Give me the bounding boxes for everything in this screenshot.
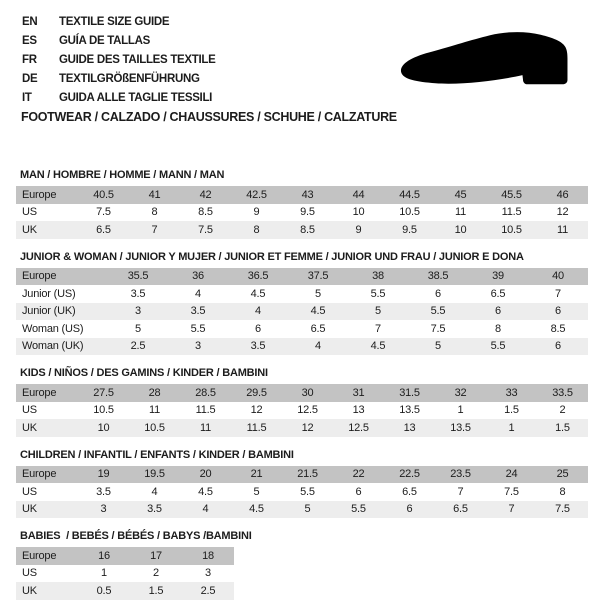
size-cell: 27.5 (78, 384, 129, 402)
size-table-junior-woman (16, 268, 588, 356)
row-label: UK (16, 501, 78, 519)
size-cell: 19.5 (129, 466, 180, 484)
size-cell: 31 (333, 384, 384, 402)
size-cell: 5 (348, 303, 408, 321)
section-title: MAN / HOMBRE / HOMME / MANN / MAN (20, 169, 225, 181)
size-cell: 5 (135, 322, 141, 335)
size-cell: 11 (148, 404, 161, 417)
size-cell: 6 (355, 485, 362, 498)
language-label: TEXTILE SIZE GUIDE (59, 16, 170, 28)
size-cell: 36.5 (228, 268, 288, 286)
language-label: GUIDA ALLE TAGLIE TESSILI (59, 92, 213, 104)
size-cell: 44 (333, 186, 384, 204)
size-cell: 25 (537, 466, 588, 484)
language-code: FR (22, 54, 37, 66)
size-cell: 35.5 (108, 268, 168, 286)
size-cell: 46 (537, 186, 588, 204)
table-row (16, 582, 234, 600)
size-cell: 5.5 (370, 287, 386, 300)
size-table-children (16, 466, 588, 519)
row-label: US (22, 567, 37, 580)
language-code: ES (22, 35, 37, 47)
language-label: GUÍA DE TALLAS (59, 35, 150, 47)
table-row (16, 501, 588, 519)
table-row (16, 402, 588, 420)
size-cell: 1 (486, 419, 537, 437)
row-label: Europe (16, 268, 108, 286)
size-cell: 29.5 (231, 384, 282, 402)
table-row (16, 186, 588, 204)
size-cell: 39 (468, 268, 528, 286)
size-cell: 24 (486, 466, 537, 484)
language-label: GUIDE DES TAILLES TEXTILE (59, 54, 216, 66)
section-title: JUNIOR & WOMAN / JUNIOR Y MUJER / JUNIOR ET FEMME / JUNIOR UND FRAU / JUNIOR E DONA (20, 250, 524, 263)
size-cell: 31.5 (384, 384, 435, 402)
table-row (16, 565, 234, 583)
size-cell: 4.5 (198, 485, 213, 498)
category-heading: FOOTWEAR / CALZADO / CHAUSSURES / SCHUHE / CALZATURE (21, 110, 397, 124)
size-cell: 1 (101, 567, 107, 580)
table-row (16, 419, 588, 437)
size-cell: 5 (408, 338, 468, 356)
size-cell: 33.5 (537, 384, 588, 402)
size-cell: 4 (228, 303, 288, 321)
row-label: Junior (UK) (16, 303, 108, 321)
size-cell: 0.5 (78, 582, 130, 600)
size-cell: 13 (384, 419, 435, 437)
row-label: UK (16, 582, 78, 600)
size-cell: 33 (486, 384, 537, 402)
size-cell: 4 (180, 501, 231, 519)
size-cell: 11 (454, 206, 467, 219)
size-cell: 40 (528, 268, 588, 286)
size-cell: 42 (180, 186, 231, 204)
row-label: US (22, 206, 37, 219)
row-label: Europe (16, 384, 78, 402)
size-cell: 5.5 (408, 303, 468, 321)
section-title: BABIES / BEBÉS / BÉBÉS / BABYS /BAMBINI (20, 530, 252, 542)
size-cell: 28.5 (180, 384, 231, 402)
size-cell: 8 (559, 485, 566, 498)
size-cell: 10.5 (399, 206, 420, 219)
size-cell: 6 (255, 322, 261, 335)
size-cell: 43 (282, 186, 333, 204)
size-cell: 12.5 (333, 419, 384, 437)
section-kids (16, 368, 588, 437)
row-label: Woman (UK) (16, 338, 108, 356)
size-cell: 7 (457, 485, 464, 498)
size-cell: 6.5 (435, 501, 486, 519)
section-title: KIDS / NIÑOS / DES GAMINS / KINDER / BAMBINI (20, 367, 268, 379)
row-label: Woman (US) (22, 322, 84, 335)
size-table-kids (16, 384, 588, 437)
table-row (16, 384, 588, 402)
size-cell: 41 (129, 186, 180, 204)
size-cell: 32 (435, 384, 486, 402)
size-cell: 10.5 (93, 404, 114, 417)
size-cell: 9.5 (384, 221, 435, 239)
size-cell: 8 (151, 206, 158, 219)
size-cell: 4.5 (288, 303, 348, 321)
dress-shoe-icon (399, 30, 569, 89)
size-cell: 7 (129, 221, 180, 239)
language-label: TEXTILGRÖßENFÜHRUNG (59, 73, 200, 85)
language-title-list (22, 13, 216, 108)
language-code: EN (22, 16, 38, 28)
size-cell: 2.5 (108, 338, 168, 356)
table-row (16, 204, 588, 222)
size-cell: 10.5 (486, 221, 537, 239)
size-cell: 8 (231, 221, 282, 239)
row-label: Junior (US) (22, 287, 76, 300)
size-cell: 38 (348, 268, 408, 286)
size-cell: 4.5 (250, 287, 266, 300)
table-row (16, 338, 588, 356)
size-cell: 18 (182, 547, 234, 565)
size-cell: 4.5 (231, 501, 282, 519)
row-label: US (22, 404, 37, 417)
size-cell: 3.5 (129, 501, 180, 519)
size-cell: 12 (250, 404, 263, 417)
size-cell: 5 (253, 485, 260, 498)
row-label: Europe (16, 466, 78, 484)
size-cell: 22 (333, 466, 384, 484)
section-babies (16, 531, 588, 600)
size-cell: 7.5 (504, 485, 519, 498)
size-cell: 6 (384, 501, 435, 519)
size-cell: 2 (153, 567, 159, 580)
size-cell: 7.5 (96, 206, 111, 219)
size-cell: 38.5 (408, 268, 468, 286)
size-cell: 11.5 (231, 419, 282, 437)
size-cell: 3 (168, 338, 228, 356)
section-junior-woman (16, 252, 588, 356)
row-label: UK (16, 221, 78, 239)
row-label: Europe (16, 547, 78, 565)
language-row-de (22, 70, 216, 89)
size-cell: 7 (375, 322, 381, 335)
table-row (16, 320, 588, 338)
size-cell: 13 (352, 404, 365, 417)
size-cell: 21.5 (282, 466, 333, 484)
size-cell: 42.5 (231, 186, 282, 204)
size-cell: 4.5 (348, 338, 408, 356)
size-cell: 9 (333, 221, 384, 239)
table-row (16, 303, 588, 321)
table-row (16, 466, 588, 484)
size-cell: 4 (195, 287, 201, 300)
table-row (16, 483, 588, 501)
section-children (16, 450, 588, 519)
size-cell: 12 (556, 206, 569, 219)
size-cell: 6 (435, 287, 441, 300)
size-cell: 2 (559, 404, 566, 417)
size-cell: 3 (108, 303, 168, 321)
size-cell: 6 (468, 303, 528, 321)
size-cell: 22.5 (384, 466, 435, 484)
size-cell: 7 (555, 287, 561, 300)
size-cell: 9 (253, 206, 260, 219)
size-cell: 28 (129, 384, 180, 402)
size-cell: 3 (78, 501, 129, 519)
size-cell: 12.5 (297, 404, 318, 417)
size-cell: 3.5 (96, 485, 111, 498)
size-cell: 2.5 (182, 582, 234, 600)
size-cell: 17 (130, 547, 182, 565)
size-cell: 1 (457, 404, 464, 417)
size-cell: 3 (205, 567, 211, 580)
row-label: Europe (16, 186, 78, 204)
size-cell: 10 (78, 419, 129, 437)
row-label: US (22, 485, 37, 498)
size-cell: 5.5 (333, 501, 384, 519)
size-cell: 11.5 (195, 404, 216, 417)
section-title: CHILDREN / INFANTIL / ENFANTS / KINDER / BAMBINI (20, 448, 294, 461)
size-cell: 10.5 (129, 419, 180, 437)
size-cell: 3.5 (130, 287, 146, 300)
size-cell: 45.5 (486, 186, 537, 204)
size-cell: 36 (168, 268, 228, 286)
size-cell: 13.5 (399, 404, 420, 417)
size-cell: 40.5 (78, 186, 129, 204)
language-code: IT (22, 92, 32, 104)
size-cell: 3.5 (228, 338, 288, 356)
size-cell: 10 (435, 221, 486, 239)
size-cell: 4 (151, 485, 158, 498)
size-cell: 11 (180, 419, 231, 437)
size-cell: 6.5 (402, 485, 417, 498)
size-cell: 13.5 (435, 419, 486, 437)
size-cell: 37.5 (288, 268, 348, 286)
size-cell: 6.5 (78, 221, 129, 239)
language-code: DE (22, 73, 38, 85)
size-cell: 9.5 (300, 206, 315, 219)
size-cell: 8.5 (550, 322, 566, 335)
size-cell: 7 (486, 501, 537, 519)
size-cell: 19 (78, 466, 129, 484)
size-cell: 8.5 (282, 221, 333, 239)
size-cell: 5.5 (300, 485, 315, 498)
size-cell: 23.5 (435, 466, 486, 484)
size-cell: 5 (282, 501, 333, 519)
section-man (16, 170, 588, 239)
language-row-es (22, 32, 216, 51)
table-row (16, 268, 588, 286)
size-cell: 8 (495, 322, 501, 335)
size-cell: 11 (537, 221, 588, 239)
size-cell: 3.5 (168, 303, 228, 321)
size-cell: 12 (282, 419, 333, 437)
size-cell: 1.5 (504, 404, 519, 417)
size-tables-container (16, 170, 588, 600)
table-row (16, 547, 234, 565)
size-cell: 6 (528, 303, 588, 321)
size-cell: 30 (282, 384, 333, 402)
size-cell: 16 (78, 547, 130, 565)
size-cell: 8.5 (198, 206, 213, 219)
size-cell: 7.5 (430, 322, 446, 335)
size-cell: 20 (180, 466, 231, 484)
size-cell: 21 (231, 466, 282, 484)
size-cell: 1.5 (537, 419, 588, 437)
size-table-babies (16, 547, 234, 600)
size-cell: 1.5 (130, 582, 182, 600)
language-row-en (22, 13, 216, 32)
table-row (16, 221, 588, 239)
size-cell: 5.5 (190, 322, 206, 335)
size-cell: 7.5 (180, 221, 231, 239)
size-cell: 10 (352, 206, 365, 219)
size-cell: 45 (435, 186, 486, 204)
size-cell: 5.5 (468, 338, 528, 356)
row-label: UK (16, 419, 78, 437)
size-cell: 7.5 (537, 501, 588, 519)
language-row-fr (22, 51, 216, 70)
size-cell: 5 (315, 287, 321, 300)
size-table-man (16, 186, 588, 239)
size-cell: 6 (528, 338, 588, 356)
size-cell: 44.5 (384, 186, 435, 204)
size-cell: 4 (288, 338, 348, 356)
size-cell: 6.5 (310, 322, 326, 335)
table-row (16, 285, 588, 303)
size-cell: 6.5 (490, 287, 506, 300)
size-cell: 11.5 (501, 206, 522, 219)
language-row-it (22, 89, 216, 108)
